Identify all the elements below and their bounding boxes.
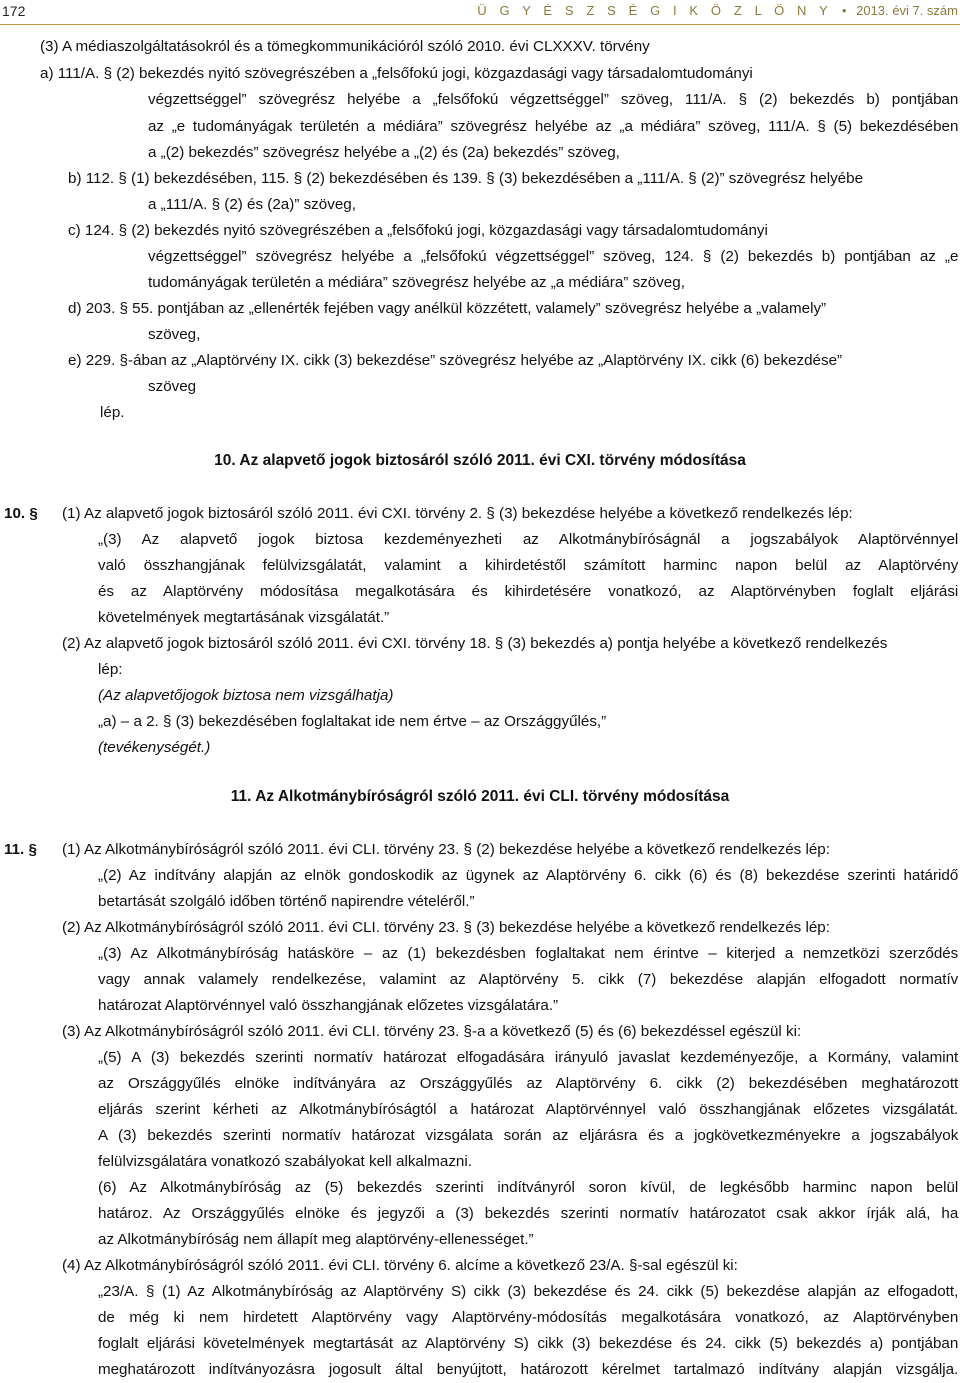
section-line: (2) Az alapvető jogok biztosáról szóló 2011. évi CXI. törvény 18. § (3) bekezdés a) pontja helyébe a következő rendelkezés [62, 635, 888, 652]
running-title [477, 0, 958, 22]
section-line: lép. [100, 404, 125, 421]
paragraph-number: (6) Az Alkotmánybíróság az (5) bekezdés szerinti indítványról soron kívül, de legkésőbb harminc napon belül [98, 1179, 959, 1196]
paragraph-number: eljárás szerint kérheti az Alkotmánybíróságtól a határozat Alaptörvénnyel való összhangjának előzetes vizsgálatát. [98, 1101, 959, 1118]
list-item-line: végzettséggel” szövegrész helyébe a „felsőfokú végzettséggel” szöveg, 124. § (2) bekezdés b) pontjában az „e [148, 248, 959, 265]
paragraph-number: foglalt eljárási követelmények megtartását az Alaptörvény S) cikk (3) bekezdése és 24. cikk (5) bekezdés a) pontjában [98, 1335, 959, 1352]
section-line: az Alkotmánybíróság nem állapít meg alaptörvény-ellenességet.” [98, 1231, 534, 1248]
list-item-line: a) 111/A. § (2) bekezdés nyitó szövegrészében a „felsőfokú jogi, közgazdasági vagy társadalomtudományi [40, 65, 753, 82]
paragraph-number: az Országgyűlés elnöke indítványára az Országgyűlés az Alaptörvény 6. cikk (2) bekezdésében meghatározott [98, 1075, 959, 1092]
paragraph-number: „(5) A (3) bekezdés szerinti normatív határozat elfogadására irányuló javaslat kezdeményezője, a Kormány, valamint [98, 1049, 959, 1066]
section-line: (3) A médiaszolgáltatásokról és a tömegkommunikációról szóló 2010. évi CLXXXV. törvény [40, 38, 650, 55]
section-line: (4) Az Alkotmánybíróságról szóló 2011. évi CLI. törvény 6. alcíme a következő 23/A. §-sal egészül ki: [62, 1257, 738, 1274]
section-line: (1) Az alapvető jogok biztosáról szóló 2011. évi CXI. törvény 2. § (3) bekezdése helyébe a következő rendelkezés lép: [62, 505, 853, 522]
section-line: (1) Az Alkotmánybíróságról szóló 2011. évi CLI. törvény 23. § (2) bekezdése helyébe a következő rendelkezés lép: [62, 841, 830, 858]
section-line: szöveg [148, 378, 197, 395]
list-item-line: végzettséggel” szövegrész helyébe a „felsőfokú végzettséggel” szöveg, 111/A. § (2) bekezdés b) pontjában [148, 91, 959, 108]
page-number: 172 [2, 3, 26, 19]
paragraph-number: „(3) Az alapvető jogok biztosa kezdeményezheti az Alkotmánybíróságnál a jogszabályok Alaptörvénnyel [98, 531, 959, 548]
body-line: 11. Az Alkotmánybíróságról szóló 2011. évi CLI. törvény módosítása [230, 788, 730, 805]
journal-name: Ü G Y É S Z S É G I K Ö Z L Ö N Y [477, 3, 833, 18]
paragraph-number: vagy annak valamely rendelkezése, valamint az Alaptörvény 5. cikk (7) bekezdése alapján elfogadott normatív [98, 971, 959, 988]
body-line: 10. Az alapvető jogok biztosáról szóló 2011. évi CXI. törvény módosítása [214, 452, 746, 469]
section-line: követelmények megtartásának vizsgálatát.” [98, 609, 390, 626]
list-item-line: az „e tudományágak területén a médiára” szövegrész helyébe az „a médiára” szöveg, 111/A. § (5) bekezdésében [148, 118, 959, 135]
section-line: tudományágak területén a médiára” szövegrész helyébe az „a médiára” szöveg, [148, 274, 685, 291]
section-line: (3) Az Alkotmánybíróságról szóló 2011. évi CLI. törvény 23. §-a a következő (5) és (6) bekezdéssel egészül ki: [62, 1023, 802, 1040]
paragraph-number: való összhangjának felülvizsgálatát, valamint a kihirdetéstől számított harminc napon belül az Alaptörvény [98, 557, 959, 574]
paragraph-number: határoz. Az Országgyűlés elnöke és jegyzői a (3) bekezdés szerinti normatív határozatot csak akkor írják alá, ha [98, 1205, 959, 1222]
paragraph-number: „23/A. § (1) Az Alkotmánybíróság az Alaptörvény S) cikk (3) bekezdése és 24. cikk (5) bekezdése alapján az elfogadott, [98, 1283, 959, 1300]
section-line: a „111/A. § (2) és (2a)” szöveg, [148, 196, 356, 213]
section-line: lép: [98, 661, 123, 678]
section-line: betartását szolgáló időben történő napirendre vételéről.” [98, 893, 475, 910]
list-item-line: c) 124. § (2) bekezdés nyitó szövegrészében a „felsőfokú jogi, közgazdasági vagy társadalomtudományi [68, 222, 768, 239]
list-item-line: b) 112. § (1) bekezdésében, 115. § (2) bekezdésében és 139. § (3) bekezdésében a „111/A. § (2)” szövegrész helyébe [68, 170, 864, 187]
issue-number: 2013. évi 7. szám [856, 3, 958, 18]
section-line: felülvizsgálatára vonatkozó szabályokat kell alkalmazni. [98, 1153, 472, 1170]
list-item-line: d) 203. § 55. pontjában az „ellenérték fejében vagy anélkül közzétett, valamely” szövegrész helyébe a „valamely” [68, 300, 827, 317]
paragraph-number: meghatározott indítványozásra jogosult által benyújtott, határozott kérelmet tartalmazó indítvány alapján vizsgálja. [98, 1361, 959, 1378]
paragraph-number: „(3) Az Alkotmánybíróság hatásköre – az (1) bekezdésben foglaltakat nem érintve – kiterjed a nemzetközi szerződés [98, 945, 959, 962]
section-line: szöveg, [148, 326, 201, 343]
section-line: „a) – a 2. § (3) bekezdésében foglaltakat ide nem értve – az Országgyűlés,” [98, 713, 607, 730]
section-heading: 11. § [4, 841, 37, 858]
bullet-separator: • [841, 3, 847, 18]
italic-line: (Az alapvetőjogok biztosa nem vizsgálhatja) [98, 687, 394, 704]
paragraph-number: és az Alaptörvény módosítása megalkotására és kihirdetésére vonatkozó, az Alaptörvényben foglalt eljárási [98, 583, 959, 600]
italic-line: (tevékenységét.) [98, 739, 211, 756]
section-line: (2) Az Alkotmánybíróságról szóló 2011. évi CLI. törvény 23. § (3) bekezdése helyébe a következő rendelkezés lép: [62, 919, 830, 936]
section-heading: 10. § [4, 505, 38, 522]
paragraph-number: de még ki nem hirdetett Alaptörvény vagy Alaptörvény-módosítás megalkotására vonatkozó, az Alaptörvényben [98, 1309, 959, 1326]
paragraph-number: „(2) Az indítvány alapján az elnök gondoskodik az ügynek az Alaptörvény 6. cikk (6) és (8) bekezdése szerinti határidő [98, 867, 959, 884]
paragraph-number: A (3) bekezdés szerinti normatív határozat vizsgálata során az eljárásra és a jogkövetkezményekre a jogszabályok [98, 1127, 959, 1144]
section-line: a „(2) bekezdés” szövegrész helyébe a „(2) és (2a) bekezdés” szöveg, [148, 144, 620, 161]
list-item-line: e) 229. §-ában az „Alaptörvény IX. cikk (3) bekezdése” szövegrész helyébe az „Alaptörvény IX. cikk (6) bekezdése” [68, 352, 843, 369]
page-header [0, 0, 960, 25]
section-line: határozat Alaptörvénnyel való összhangjának előzetes vizsgálatára.” [98, 997, 559, 1014]
